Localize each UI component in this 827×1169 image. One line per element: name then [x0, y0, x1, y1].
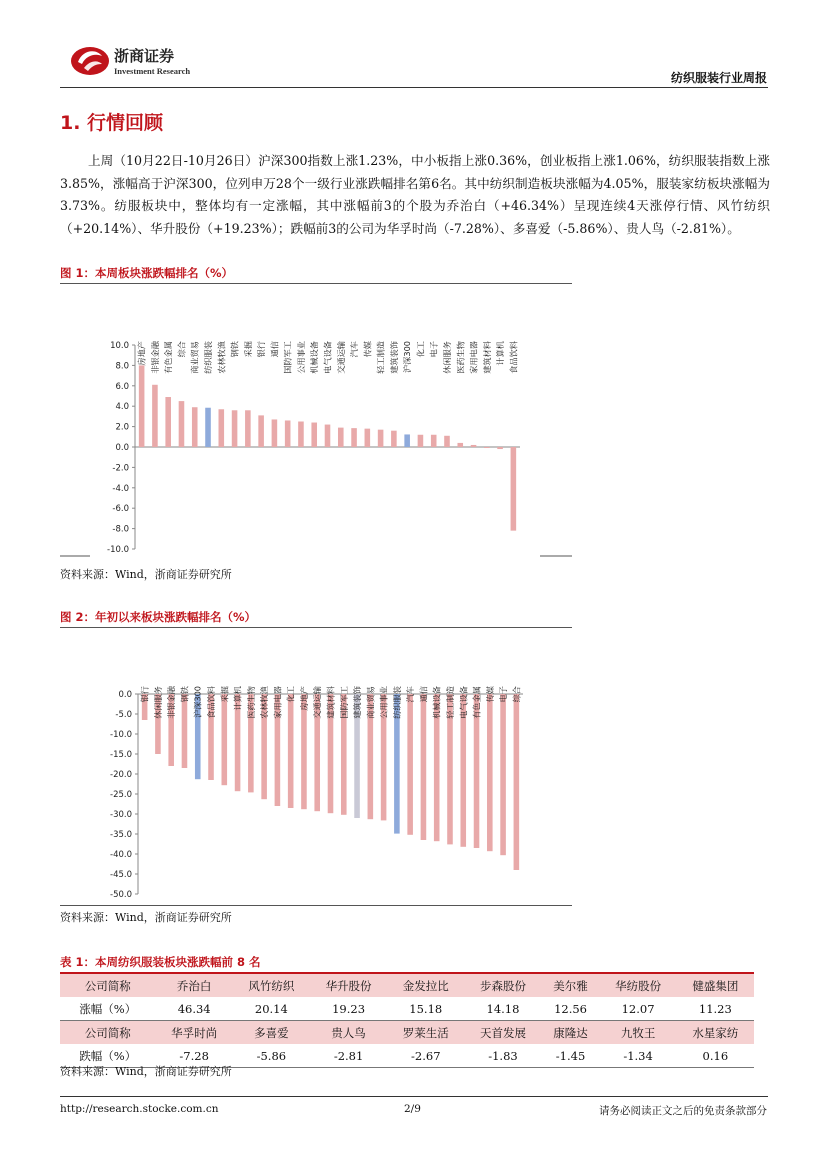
table1-cell: 20.14	[233, 997, 310, 1021]
table1-cell: 0.16	[677, 1044, 754, 1068]
footer-disclaimer: 请务必阅读正文之后的免责条款部分	[599, 1105, 767, 1117]
bar	[421, 694, 427, 840]
bar	[245, 410, 251, 447]
table1-cell: -2.81	[310, 1044, 387, 1068]
bar	[152, 385, 158, 447]
category-label: 农林牧渔	[259, 686, 270, 719]
logo	[66, 42, 112, 78]
category-label: 食品饮料	[508, 341, 519, 374]
y-tick-label: 6.0	[115, 381, 129, 392]
category-label: 医药生物	[455, 341, 466, 374]
table1-cell: 涨幅（%）	[60, 997, 156, 1021]
y-tick-label: -30.0	[110, 810, 132, 820]
category-label: 商业贸易	[189, 341, 200, 374]
category-label: 建筑材料	[325, 686, 336, 719]
table1-cell: 12.56	[542, 997, 600, 1021]
category-label: 计算机	[495, 341, 506, 366]
category-label: 钢铁	[229, 341, 240, 358]
category-label: 通信	[418, 686, 429, 703]
chart1	[60, 285, 575, 565]
table1-cell: 风竹纺织	[233, 973, 310, 997]
footer-divider	[60, 1096, 768, 1097]
category-label: 家用电器	[468, 341, 479, 374]
table1-cell: 华升股份	[310, 973, 387, 997]
bar	[514, 694, 520, 870]
table1	[60, 972, 754, 1068]
category-label: 非银金融	[166, 686, 177, 719]
category-label: 休闲服务	[152, 686, 163, 719]
table1-value-row-1	[60, 997, 754, 1021]
y-tick-label: -10.0	[107, 545, 129, 555]
category-label: 电子	[428, 341, 439, 358]
bar	[351, 428, 357, 447]
category-label: 房地产	[298, 686, 309, 711]
figure1-source: 资料来源：Wind，浙商证券研究所	[60, 568, 232, 581]
table1-cell: 天首发展	[464, 1021, 541, 1045]
bar	[497, 447, 503, 449]
category-label: 沪深300	[192, 686, 203, 719]
bar	[457, 443, 463, 447]
y-tick-label: 8.0	[115, 361, 129, 372]
table1-source: 资料来源：Wind，浙商证券研究所	[60, 1065, 232, 1078]
category-label: 计算机	[232, 686, 243, 711]
logo-cn: 浙商证券	[114, 47, 175, 65]
bar	[298, 422, 304, 448]
table1-header-row-2	[60, 1021, 754, 1045]
y-tick-label: 2.0	[115, 422, 129, 433]
bar	[444, 436, 450, 447]
category-label: 休闲服务	[441, 341, 452, 374]
y-tick-label: -35.0	[110, 830, 132, 840]
category-label: 化工	[285, 686, 296, 703]
table1-cell: 乔治白	[156, 973, 233, 997]
category-label: 交通运输	[335, 341, 346, 374]
category-label: 综合	[511, 686, 522, 703]
bar	[471, 445, 477, 447]
category-label: 轻工制造	[375, 341, 386, 374]
bar	[165, 397, 171, 447]
figure1-title: 图 1：本周板块涨跌幅排名（%）	[60, 266, 234, 280]
bar	[232, 410, 238, 447]
header-divider	[60, 87, 768, 88]
category-label: 电子	[498, 686, 509, 703]
y-tick-label: -2.0	[112, 463, 129, 474]
table1-cell: 14.18	[464, 997, 541, 1021]
table1-cell: 公司简称	[60, 973, 156, 997]
figure2-title: 图 2：年初以来板块涨跌幅排名（%）	[60, 610, 257, 624]
category-label: 电气设备	[322, 341, 333, 374]
figure2-bottom-rule	[60, 905, 572, 906]
table1-cell: 15.18	[387, 997, 464, 1021]
footer-url[interactable]: http://research.stocke.com.cn	[60, 1103, 219, 1115]
table1-cell: 11.23	[677, 997, 754, 1021]
bar	[511, 447, 517, 531]
category-label: 建筑装饰	[352, 686, 363, 719]
category-label: 国防军工	[338, 686, 349, 719]
bar	[285, 420, 291, 447]
y-tick-label: -45.0	[110, 870, 132, 880]
bar	[325, 425, 331, 447]
category-label: 银行	[139, 686, 150, 703]
chart2	[60, 629, 575, 905]
table1-cell: 贵人鸟	[310, 1021, 387, 1045]
bar	[484, 447, 490, 448]
section-paragraph: 上周（10月22日-10月26日）沪深300指数上涨1.23%，中小板指上涨0.36%，创业板指上涨1.06%，纺织服装指数上涨3.85%，涨幅高于沪深300，位列申万28个一级行业涨跌幅排名第6名。其中纺织制造板块涨幅为4.05%，服装家纺板块涨幅为3.73%。纺服板块中，整体均有一定涨幅，其中涨幅前3的个股为乔治白（+46.34%）呈现连续4天涨停行情、风竹纺织（+20.14%）、华升股份（+19.23%）；跌幅前3的公司为华孚时尚（-7.28%）、多喜爱（-5.86%）、贵人鸟（-2.81%）。	[60, 153, 770, 236]
bar	[139, 365, 145, 447]
y-tick-label: 0.0	[115, 443, 129, 453]
bar	[500, 694, 506, 855]
category-label: 公用事业	[378, 686, 389, 719]
table1-header-row-1	[60, 973, 754, 997]
table1-title: 表 1：本周纺织服装板块涨跌幅前 8 名	[60, 955, 261, 969]
category-label: 汽车	[405, 686, 416, 703]
table1-cell: -2.67	[387, 1044, 464, 1068]
bar	[179, 401, 185, 447]
category-label: 有色金属	[163, 341, 174, 374]
category-label: 非银金融	[149, 341, 160, 374]
category-label: 农林牧渔	[216, 341, 227, 374]
category-label: 汽车	[349, 341, 360, 358]
bar	[365, 429, 371, 447]
table1-cell: 罗莱生活	[387, 1021, 464, 1045]
category-label: 商业贸易	[365, 686, 376, 719]
y-tick-label: -4.0	[112, 483, 129, 494]
bar	[338, 428, 344, 447]
y-tick-label: 10.0	[110, 341, 129, 351]
category-label: 房地产	[136, 341, 147, 366]
category-label: 建筑材料	[481, 341, 492, 374]
table1-cell: 公司简称	[60, 1021, 156, 1045]
y-tick-label: -10.0	[110, 730, 132, 740]
y-tick-label: 0.0	[118, 690, 132, 700]
y-tick-label: -8.0	[112, 524, 129, 535]
table1-cell: 康隆达	[542, 1021, 600, 1045]
category-label: 钢铁	[179, 686, 190, 703]
y-tick-label: -15.0	[110, 750, 132, 760]
category-label: 国防军工	[282, 341, 293, 374]
bar	[205, 408, 211, 447]
category-label: 轻工制造	[444, 686, 455, 719]
category-label: 纺织服装	[203, 341, 214, 374]
category-label: 电气设备	[458, 686, 469, 719]
table1-cell: -1.83	[464, 1044, 541, 1068]
category-label: 机械设备	[431, 686, 442, 719]
category-label: 沪深300	[402, 341, 413, 374]
table1-cell: 19.23	[310, 997, 387, 1021]
y-tick-label: -20.0	[110, 770, 132, 780]
figure2-source: 资料来源：Wind，浙商证券研究所	[60, 911, 232, 924]
y-tick-label: -40.0	[110, 850, 132, 860]
category-label: 通信	[269, 341, 280, 358]
category-label: 交通运输	[312, 686, 323, 719]
bar	[219, 409, 225, 447]
bar	[288, 694, 294, 808]
category-label: 化工	[415, 341, 426, 358]
table1-cell: 12.07	[599, 997, 676, 1021]
table1-cell: 华孚时尚	[156, 1021, 233, 1045]
category-label: 纺织服装	[391, 686, 402, 719]
category-label: 采掘	[242, 341, 253, 358]
y-tick-label: -5.0	[115, 710, 132, 720]
table1-cell: 九牧王	[599, 1021, 676, 1045]
footer-page-number: 2/9	[404, 1103, 421, 1115]
bar	[378, 430, 384, 447]
table1-cell: 健盛集团	[677, 973, 754, 997]
table1-cell: -7.28	[156, 1044, 233, 1068]
table1-cell: -1.45	[542, 1044, 600, 1068]
bar	[404, 434, 410, 447]
category-label: 医药生物	[245, 686, 256, 719]
table1-cell: 跌幅（%）	[60, 1044, 156, 1068]
bar	[182, 694, 188, 768]
table1-cell: 46.34	[156, 997, 233, 1021]
logo-icon	[66, 42, 112, 78]
bar	[487, 694, 493, 851]
figure1-title-rule	[60, 283, 572, 284]
category-label: 综合	[176, 341, 187, 358]
table1-cell: 美尔雅	[542, 973, 600, 997]
category-label: 机械设备	[309, 341, 320, 374]
category-label: 银行	[256, 341, 267, 358]
figure2-title-rule	[60, 627, 572, 628]
category-label: 传媒	[362, 341, 373, 358]
table1-cell: -1.34	[599, 1044, 676, 1068]
table1-cell: 多喜爱	[233, 1021, 310, 1045]
table1-cell: 金发拉比	[387, 973, 464, 997]
bar	[272, 419, 278, 447]
y-tick-label: -50.0	[110, 890, 132, 900]
category-label: 建筑装饰	[388, 341, 399, 374]
y-tick-label: -6.0	[112, 504, 129, 515]
bar	[222, 694, 228, 785]
category-label: 家用电器	[272, 686, 283, 719]
category-label: 传媒	[484, 686, 495, 703]
y-tick-label: 4.0	[115, 402, 129, 413]
bar	[418, 435, 424, 447]
category-label: 公用事业	[295, 341, 306, 374]
table1-cell: 水星家纺	[677, 1021, 754, 1045]
logo-en: Investment Research	[114, 66, 191, 76]
bar	[431, 435, 437, 447]
bar	[311, 423, 317, 447]
category-label: 采掘	[219, 686, 230, 703]
table1-cell: -5.86	[233, 1044, 310, 1068]
bar	[258, 415, 264, 447]
bar	[407, 694, 413, 835]
y-tick-label: -25.0	[110, 790, 132, 800]
section-title: 1. 行情回顾	[60, 112, 164, 134]
report-title: 纺织服装行业周报	[670, 71, 767, 85]
table1-cell: 华纺股份	[599, 973, 676, 997]
bar	[192, 407, 198, 447]
category-label: 有色金属	[471, 686, 482, 719]
bar	[391, 431, 397, 447]
category-label: 食品饮料	[206, 686, 217, 719]
table1-cell: 步森股份	[464, 973, 541, 997]
